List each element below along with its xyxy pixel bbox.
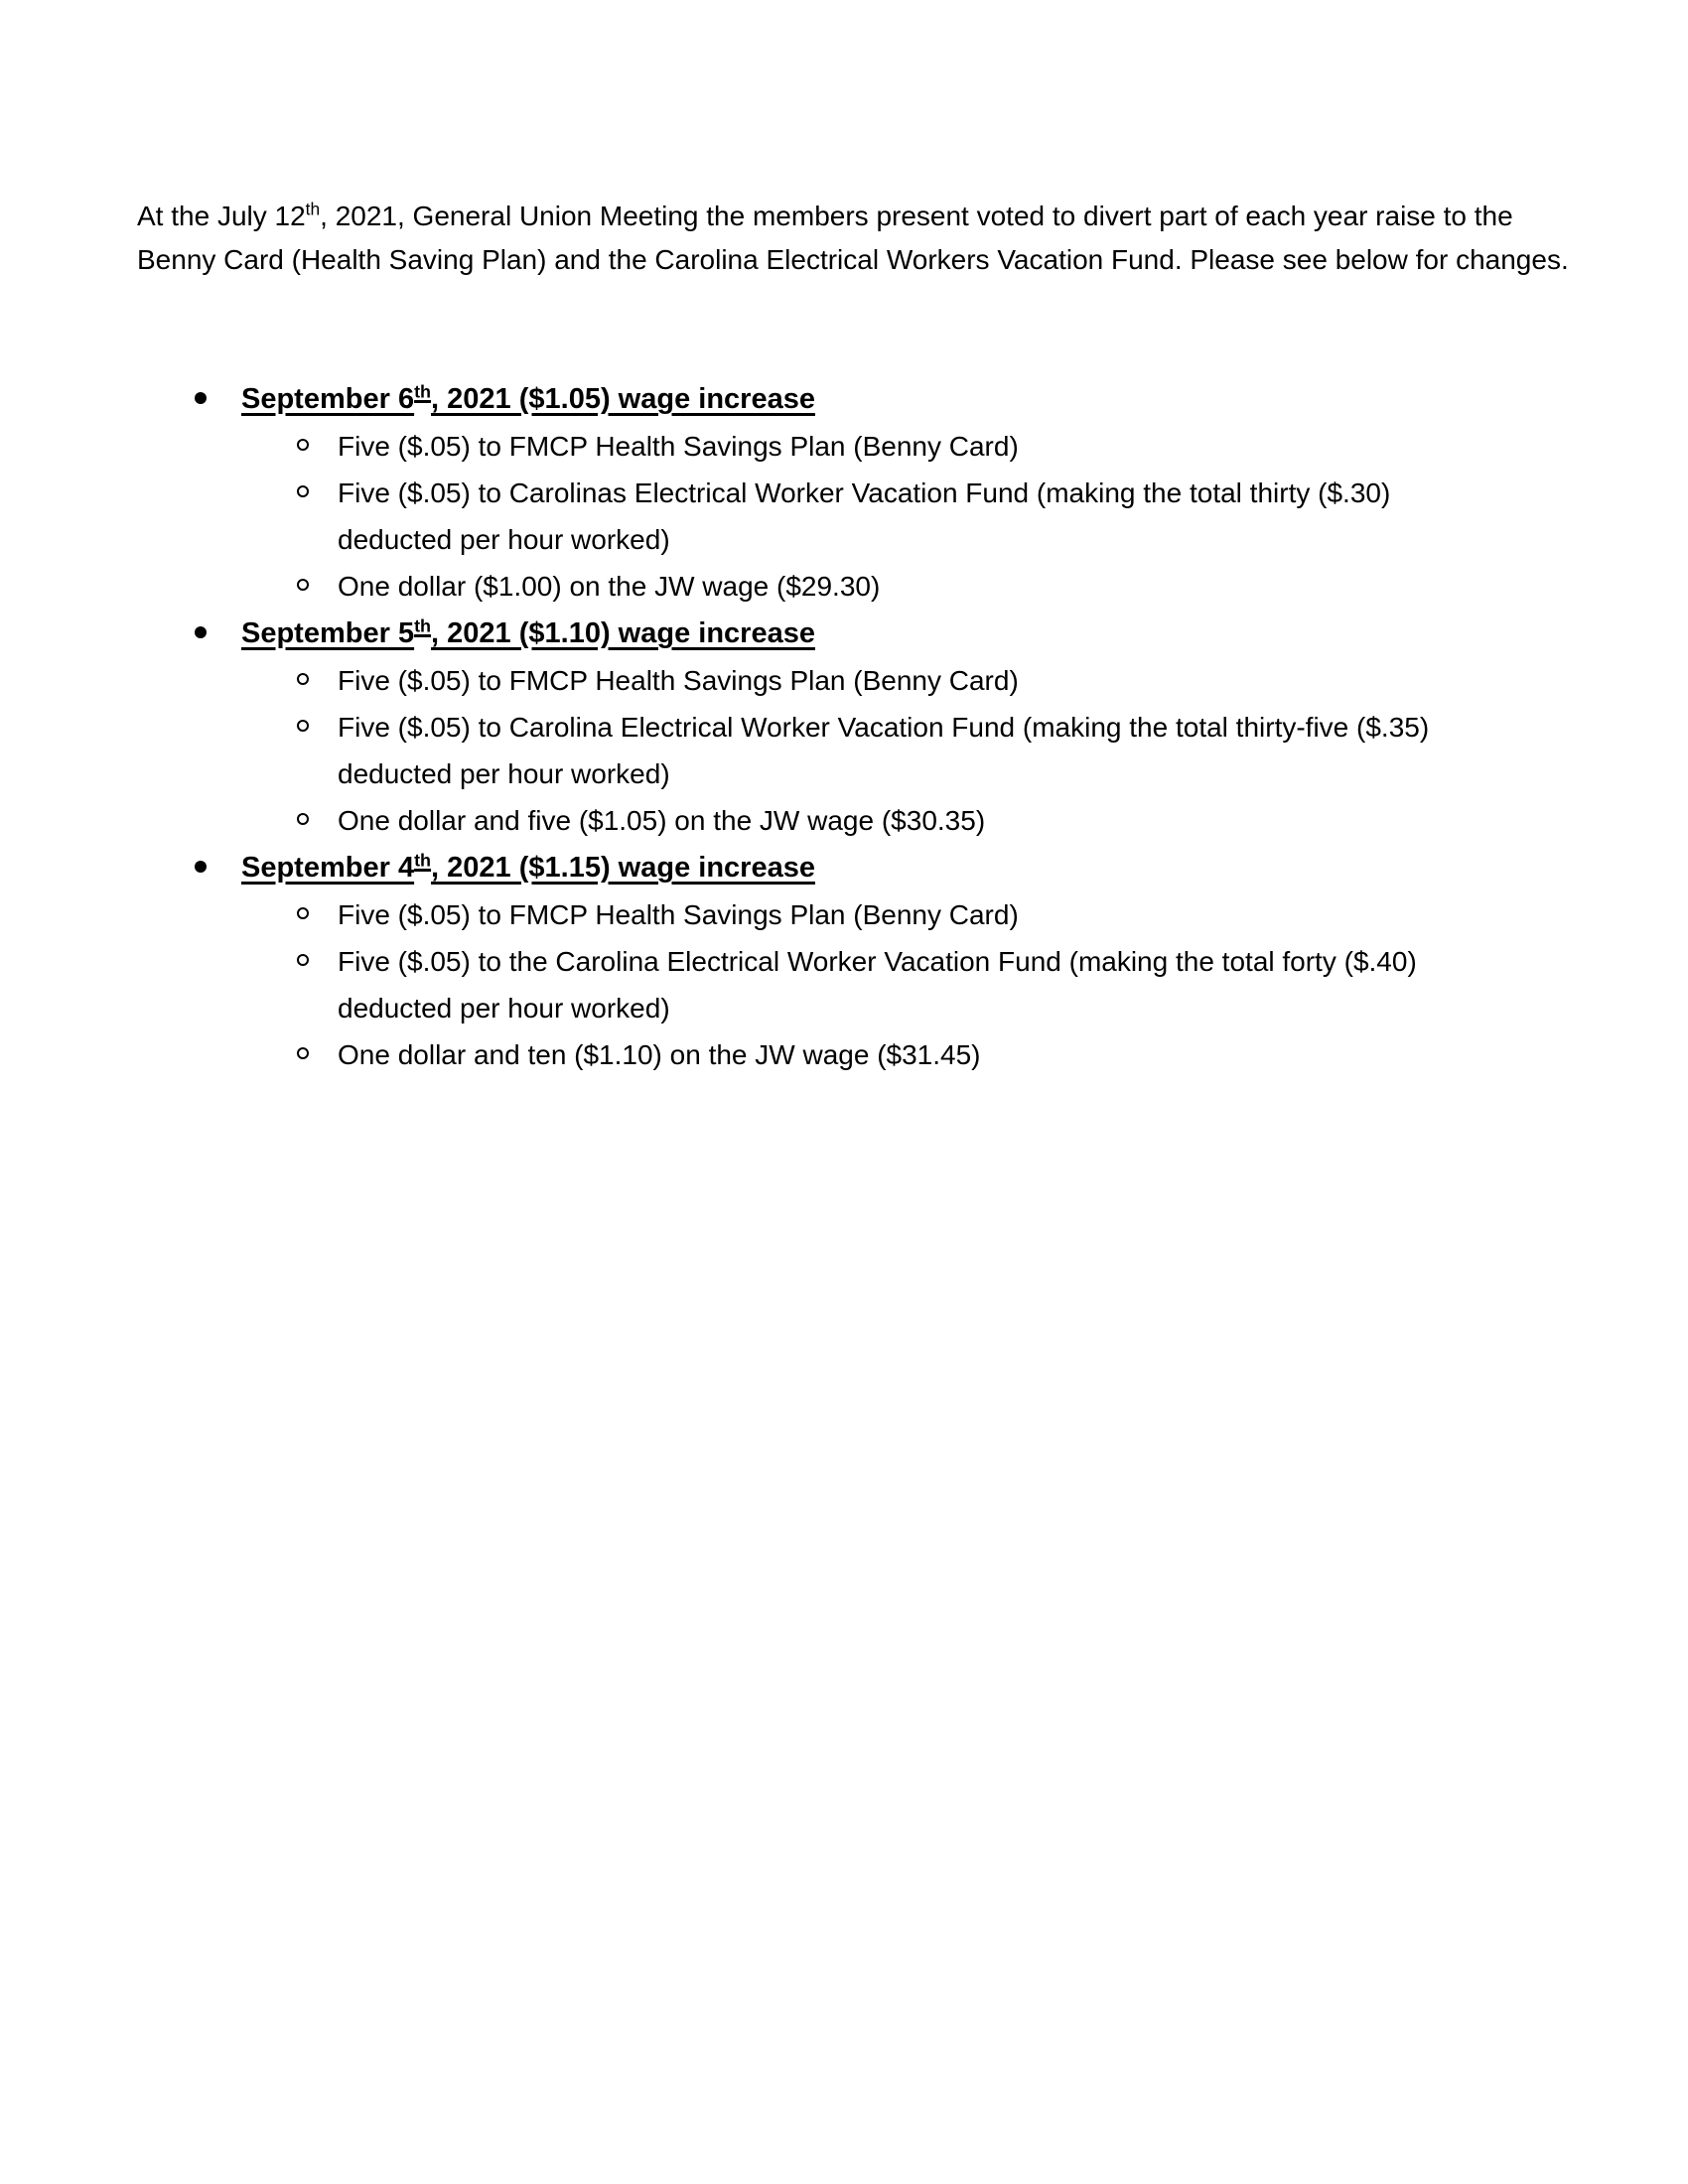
section-heading-ordinal: th xyxy=(414,381,432,402)
list-item-text: Five ($.05) to the Carolina Electrical Worker Vacation Fund (making the total forty ($.40) deducted per hour worked) xyxy=(338,946,1417,1024)
list-item xyxy=(241,704,1489,797)
list-item xyxy=(241,797,1489,844)
intro-text-start: At the July 12 xyxy=(137,201,306,231)
bullet-icon xyxy=(195,626,207,638)
section-september-5 xyxy=(137,610,1582,844)
intro-ordinal-superscript: th xyxy=(305,199,321,219)
wage-increase-list xyxy=(137,375,1582,1078)
circle-bullet-icon xyxy=(297,907,309,919)
list-item-text: Five ($.05) to Carolina Electrical Worker Vacation Fund (making the total thirty-five ($.35) deducted per hour worked) xyxy=(338,712,1430,789)
section-september-4 xyxy=(137,844,1582,1078)
bullet-icon xyxy=(195,392,207,404)
circle-bullet-icon xyxy=(297,485,309,497)
list-item-text: Five ($.05) to FMCP Health Savings Plan (Benny Card) xyxy=(338,899,1019,930)
list-item xyxy=(241,470,1489,563)
section-heading-rest: , 2021 ($1.15) wage increase xyxy=(431,852,815,884)
section-heading xyxy=(241,383,815,415)
list-item-text: One dollar and five ($1.05) on the JW wage ($30.35) xyxy=(338,805,986,836)
list-item-text: One dollar ($1.00) on the JW wage ($29.30) xyxy=(338,571,881,602)
section-heading-ordinal: th xyxy=(414,850,432,871)
list-item xyxy=(241,1031,1489,1078)
list-item xyxy=(241,423,1489,470)
circle-bullet-icon xyxy=(297,439,309,451)
document-content xyxy=(137,195,1582,1078)
bullet-icon xyxy=(195,861,207,873)
section-heading-date: September 4 xyxy=(241,852,415,884)
section-sub-list xyxy=(241,891,1582,1078)
intro-paragraph xyxy=(137,195,1582,282)
list-item xyxy=(241,657,1489,704)
circle-bullet-icon xyxy=(297,1047,309,1059)
section-heading-rest: , 2021 ($1.10) wage increase xyxy=(431,617,815,649)
section-heading xyxy=(241,617,815,649)
list-item-text: Five ($.05) to FMCP Health Savings Plan (Benny Card) xyxy=(338,431,1019,462)
list-item-text: Five ($.05) to Carolinas Electrical Worker Vacation Fund (making the total thirty ($.30) deducted per hour worked) xyxy=(338,478,1391,555)
section-heading-date: September 5 xyxy=(241,617,415,649)
circle-bullet-icon xyxy=(297,579,309,591)
section-sub-list xyxy=(241,423,1582,610)
section-september-6 xyxy=(137,375,1582,610)
circle-bullet-icon xyxy=(297,673,309,685)
intro-text-end: , 2021, General Union Meeting the members present voted to divert part of each year raise to the Benny Card (Health Saving Plan) and the Carolina Electrical Workers Vacation Fund. Please see below for changes. xyxy=(137,201,1569,275)
section-heading-ordinal: th xyxy=(414,615,432,636)
section-heading xyxy=(241,852,815,884)
list-item-text: One dollar and ten ($1.10) on the JW wage ($31.45) xyxy=(338,1039,981,1070)
section-heading-rest: , 2021 ($1.05) wage increase xyxy=(431,383,815,415)
circle-bullet-icon xyxy=(297,813,309,825)
circle-bullet-icon xyxy=(297,720,309,732)
list-item xyxy=(241,563,1489,610)
section-heading-date: September 6 xyxy=(241,383,415,415)
list-item xyxy=(241,891,1489,938)
circle-bullet-icon xyxy=(297,954,309,966)
section-sub-list xyxy=(241,657,1582,844)
list-item-text: Five ($.05) to FMCP Health Savings Plan (Benny Card) xyxy=(338,665,1019,696)
list-item xyxy=(241,938,1489,1031)
